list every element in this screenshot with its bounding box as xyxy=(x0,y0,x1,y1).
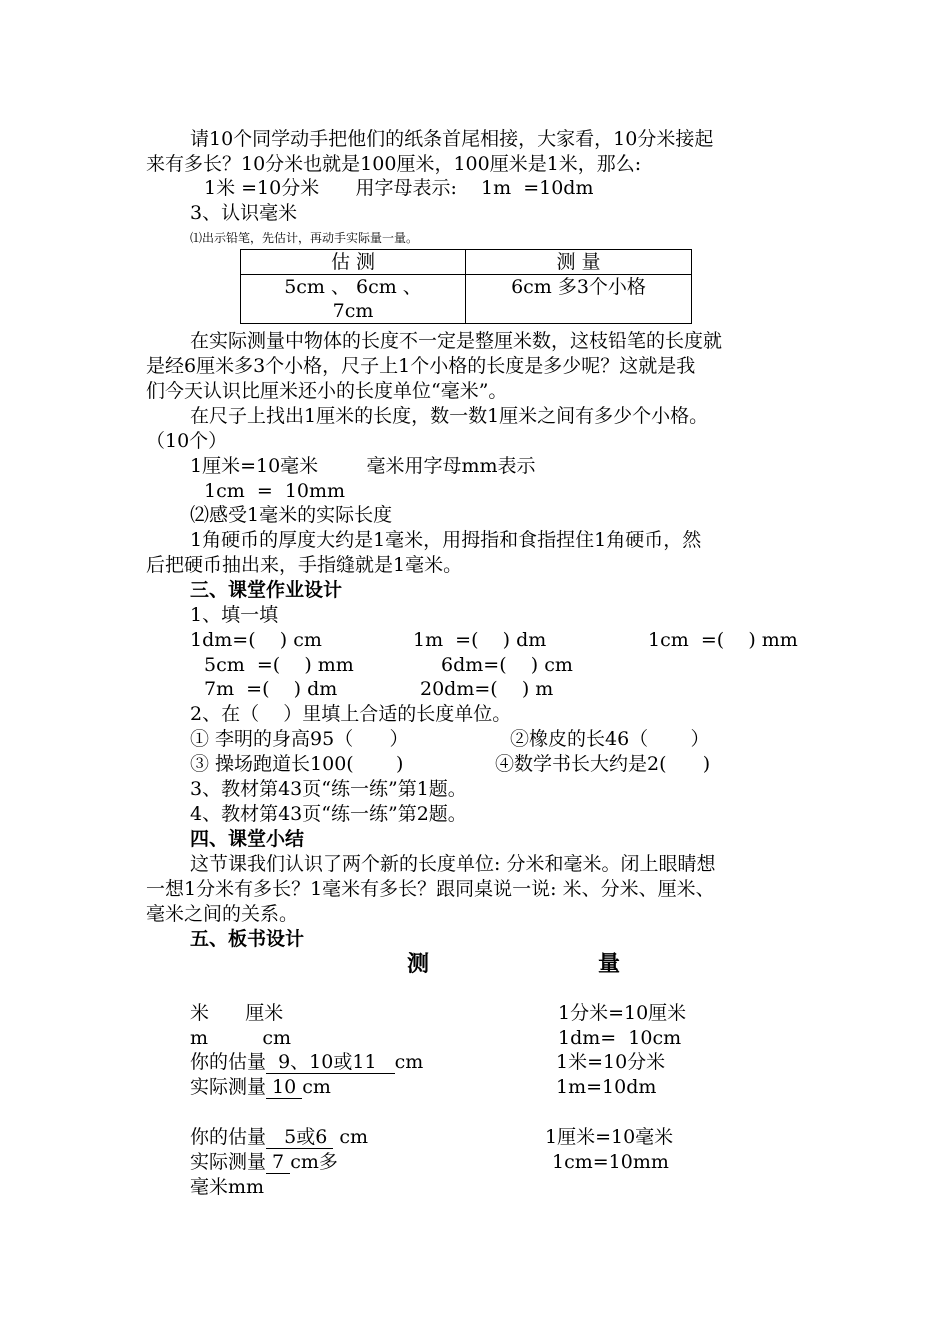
summary-line: 毫米之间的关系。 xyxy=(146,903,299,925)
board-real-2-unit: cm多 xyxy=(290,1151,338,1173)
board-right-line: 1米=10分米 xyxy=(556,1051,666,1073)
estimate-table xyxy=(240,249,692,324)
homework-q1-item: 6dm=( ) cm xyxy=(441,654,573,676)
table-cell-estimate-line-1: 5cm 、 6cm 、 xyxy=(284,276,422,298)
para-line-7: 1cm = 10mm xyxy=(204,480,346,502)
board-guess-2 xyxy=(190,1125,368,1149)
section-3-title: 3、认识毫米 xyxy=(190,202,298,224)
table-cell-estimate-line-2: 7cm xyxy=(332,300,374,322)
board-guess-1-value: 9、10或11 xyxy=(266,1051,395,1073)
intro-line-2: 来有多长？10分米也就是100厘米，100厘米是1米，那么: xyxy=(146,153,642,175)
homework-q1-item: 7m =( ) dm xyxy=(204,678,338,700)
para-line-3: 们今天认识比厘米还小的长度单位“毫米”。 xyxy=(146,380,508,402)
board-title: 五、板书设计 xyxy=(190,928,305,950)
board-right-line: 1厘米=10毫米 xyxy=(545,1126,674,1148)
para-line-8: ⑵感受1毫米的实际长度 xyxy=(190,504,393,526)
para-line-4: 在尺子上找出1厘米的长度，数一数1厘米之间有多少个小格。 xyxy=(190,405,709,427)
summary-line: 一想1分米有多长？1毫米有多长？跟同桌说一说: 米、分米、厘米、 xyxy=(146,878,715,900)
para-line-10: 后把硬币抽出来，手指缝就是1毫米。 xyxy=(146,554,463,576)
homework-q2-item: ① 李明的身高95（ ） xyxy=(190,728,409,750)
table-row xyxy=(241,250,692,275)
table-header-estimate: 估 测 xyxy=(241,250,466,275)
board-guess-1-label: 你的估量 xyxy=(190,1051,267,1073)
para-line-9: 1角硬币的厚度大约是1毫米，用拇指和食指捏住1角硬币，然 xyxy=(190,529,702,551)
board-units-en: m cm xyxy=(190,1027,292,1049)
board-mm-line: 毫米mm xyxy=(190,1176,265,1198)
board-real-1 xyxy=(190,1075,331,1099)
board-real-1-unit: cm xyxy=(302,1076,331,1098)
table-header-measure: 测 量 xyxy=(466,250,692,275)
summary-title: 四、课堂小结 xyxy=(190,828,305,850)
table-cell-estimate xyxy=(241,275,466,324)
board-right-line: 1m=10dm xyxy=(556,1076,657,1098)
board-right-line: 1分米=10厘米 xyxy=(558,1002,687,1024)
board-guess-2-value: 5或6 xyxy=(266,1126,334,1148)
homework-q2-item: ③ 操场跑道长100( ) xyxy=(190,753,404,775)
board-guess-1 xyxy=(190,1050,423,1074)
board-heading-left: 测 xyxy=(407,952,430,977)
table-row xyxy=(241,275,692,324)
table-cell-measure: 6cm 多3个小格 xyxy=(466,275,692,324)
homework-title: 三、课堂作业设计 xyxy=(190,579,343,601)
board-real-2-value: 7 xyxy=(266,1151,291,1173)
para-line-2: 是经6厘米多3个小格，尺子上1个小格的长度是多少呢？这就是我 xyxy=(146,355,696,377)
board-guess-2-label: 你的估量 xyxy=(190,1126,267,1148)
board-real-1-value: 10 xyxy=(266,1076,303,1098)
section-3-note: ⑴出示铅笔，先估计，再动手实际量一量。 xyxy=(190,231,419,245)
homework-q1-item: 5cm =( ) mm xyxy=(204,654,354,676)
homework-q1-title: 1、填一填 xyxy=(190,604,279,626)
board-right-line: 1cm=10mm xyxy=(552,1151,669,1173)
homework-q1-item: 1dm=( ) cm xyxy=(190,629,322,651)
board-guess-1-unit: cm xyxy=(394,1051,424,1073)
board-right-line: 1dm= 10cm xyxy=(558,1027,682,1049)
homework-q4: 4、教材第43页“练一练”第2题。 xyxy=(190,803,467,825)
board-heading-right: 量 xyxy=(598,952,621,977)
intro-line-3: 1米 =10分米 用字母表示: 1m =10dm xyxy=(204,177,594,199)
para-line-5: （10个） xyxy=(146,430,228,452)
board-real-2 xyxy=(190,1150,338,1174)
intro-line-1: 请10个同学动手把他们的纸条首尾相接，大家看，10分米接起 xyxy=(190,128,714,150)
board-guess-2-unit: cm xyxy=(333,1126,369,1148)
homework-q2-title: 2、在（ ）里填上合适的长度单位。 xyxy=(190,703,512,725)
board-real-1-label: 实际测量 xyxy=(190,1076,267,1098)
homework-q1-item: 1m =( ) dm xyxy=(413,629,547,651)
board-real-2-label: 实际测量 xyxy=(190,1151,267,1173)
summary-line: 这节课我们认识了两个新的长度单位: 分米和毫米。闭上眼睛想 xyxy=(190,853,716,875)
homework-q1-item: 20dm=( ) m xyxy=(420,678,554,700)
homework-q2-item: ②橡皮的长46（ ） xyxy=(510,728,710,750)
homework-q3: 3、教材第43页“练一练”第1题。 xyxy=(190,778,467,800)
para-line-1: 在实际测量中物体的长度不一定是整厘米数，这枝铅笔的长度就 xyxy=(190,330,723,352)
homework-q1-item: 1cm =( ) mm xyxy=(648,629,798,651)
para-line-6: 1厘米=10毫米 毫米用字母mm表示 xyxy=(190,455,536,477)
board-units-zh: 米 厘米 xyxy=(190,1002,284,1024)
homework-q2-item: ④数学书长大约是2( ) xyxy=(495,753,711,775)
